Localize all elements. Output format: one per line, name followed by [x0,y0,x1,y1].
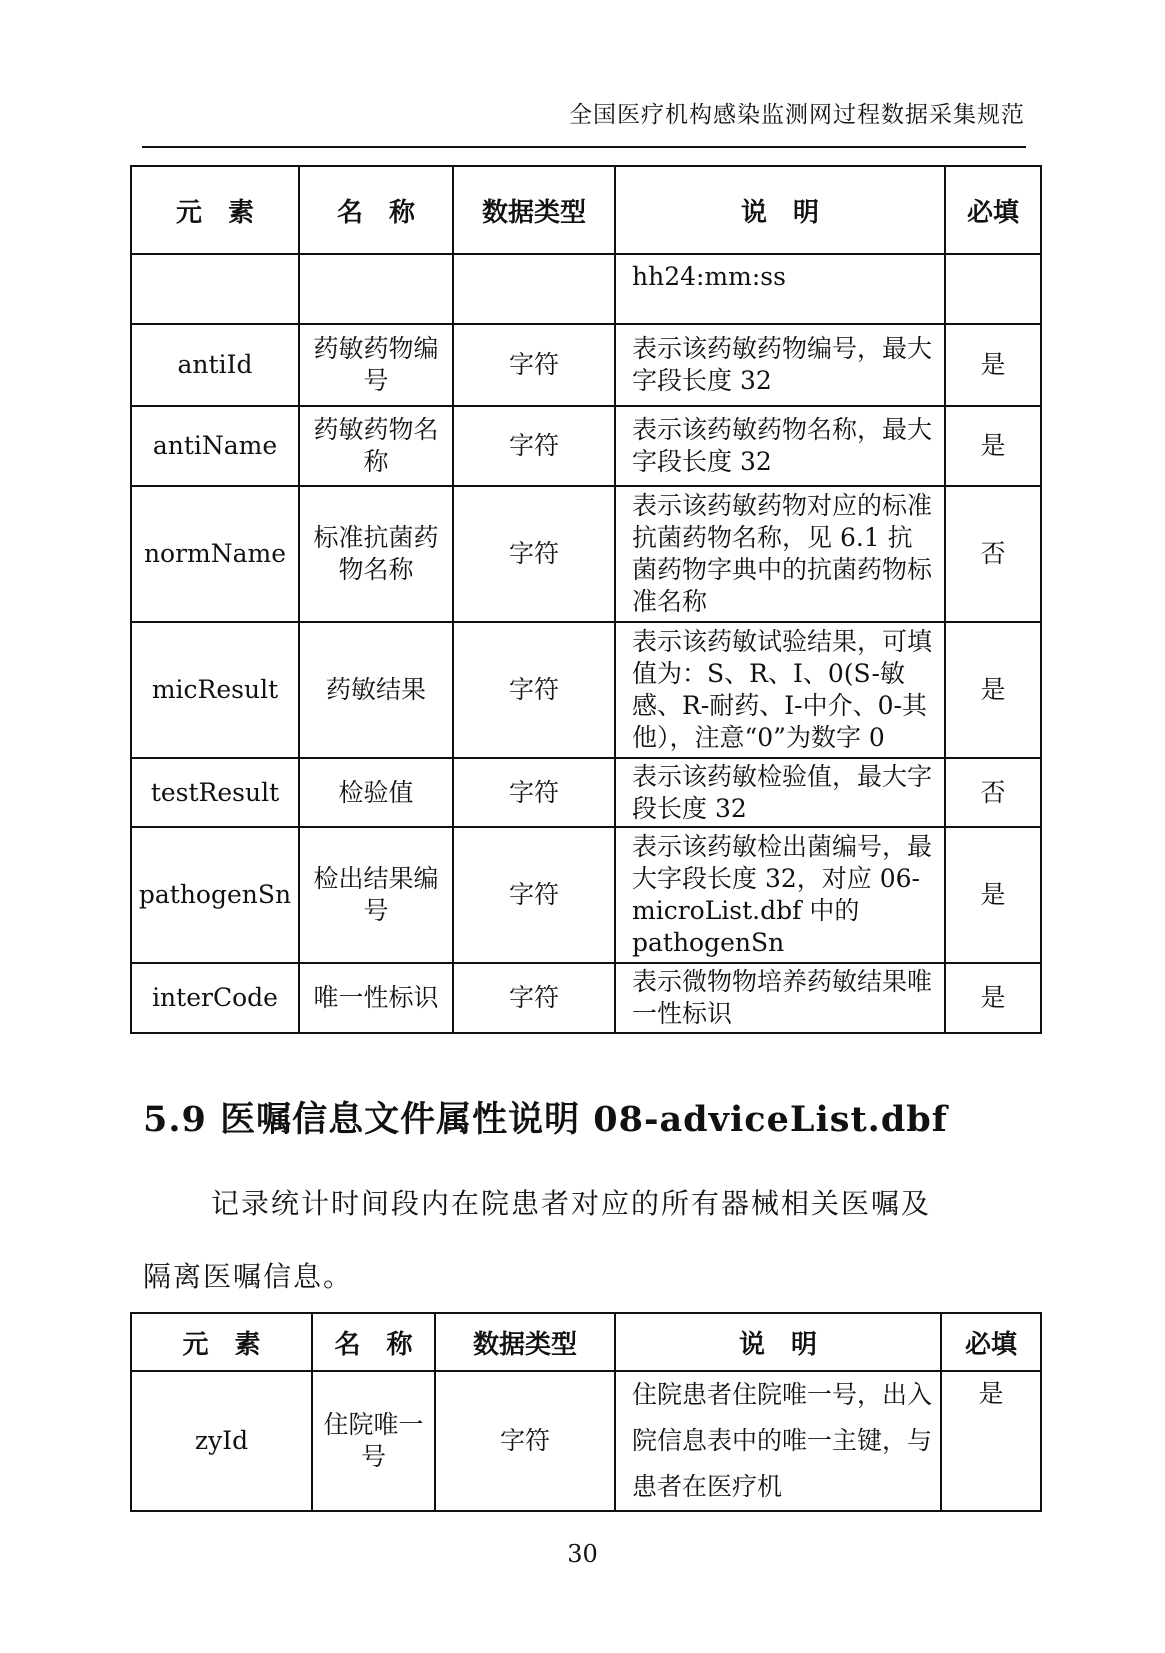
table-row [131,254,1041,324]
cell-name: 检出结果编号 [299,827,453,963]
cell-required: 是 [945,622,1041,758]
cell-type: 字符 [435,1371,615,1511]
cell-name: 药敏药物名称 [299,406,453,486]
cell-required: 否 [945,486,1041,622]
cell-element: pathogenSn [131,827,299,963]
cell-desc: 表示该药敏检验值，最大字段长度 32 [615,758,945,827]
section-heading: 5.9 医嘱信息文件属性说明 08-adviceList.dbf [143,1099,948,1140]
cell-required: 是 [941,1371,1041,1511]
cell-desc: 表示该药敏药物对应的标准抗菌药物名称，见 6.1 抗菌药物字典中的抗菌药物标准名称 [615,486,945,622]
cell-desc: 表示该药敏药物编号，最大字段长度 32 [615,324,945,406]
table-row [131,827,1041,963]
cell-element: zyId [131,1371,312,1511]
cell-element: interCode [131,963,299,1033]
cell-name: 唯一性标识 [299,963,453,1033]
col-header-desc: 说 明 [615,166,945,254]
cell-required: 是 [945,827,1041,963]
cell-type: 字符 [453,622,615,758]
cell-required: 是 [945,406,1041,486]
col-header-desc: 说 明 [615,1313,941,1371]
cell-type: 字符 [453,827,615,963]
cell-name: 检验值 [299,758,453,827]
col-header-name: 名 称 [312,1313,435,1371]
cell-required: 是 [945,324,1041,406]
table-header-row [131,1313,1041,1371]
advice-attribute-table [130,1312,1042,1512]
cell-desc: hh24:mm:ss [615,254,945,324]
table-row [131,963,1041,1033]
table-row [131,486,1041,622]
section-paragraph-line-1: 记录统计时间段内在院患者对应的所有器械相关医嘱及 [211,1187,932,1220]
cell-required: 是 [945,963,1041,1033]
cell-type: 字符 [453,406,615,486]
table-row [131,1371,1041,1511]
cell-name: 住院唯一号 [312,1371,435,1511]
cell-name: 药敏药物编号 [299,324,453,406]
cell-type: 字符 [453,486,615,622]
cell-element: normName [131,486,299,622]
col-header-required: 必填 [941,1313,1041,1371]
cell-element: antiId [131,324,299,406]
cell-required [945,254,1041,324]
cell-element: micResult [131,622,299,758]
cell-name: 药敏结果 [299,622,453,758]
section-paragraph-line-2: 隔离医嘱信息。 [143,1260,354,1293]
cell-type: 字符 [453,758,615,827]
cell-desc: 表示微物物培养药敏结果唯一性标识 [615,963,945,1033]
col-header-element: 元 素 [131,1313,312,1371]
cell-desc: 表示该药敏检出菌编号，最大字段长度 32，对应 06-microList.dbf 中的 pathogenSn [615,827,945,963]
cell-element: testResult [131,758,299,827]
cell-desc: 住院患者住院唯一号，出入院信息表中的唯一主键，与患者在医疗机 [615,1371,941,1511]
cell-type: 字符 [453,963,615,1033]
cell-element [131,254,299,324]
table-header-row [131,166,1041,254]
table-row [131,406,1041,486]
col-header-type: 数据类型 [435,1313,615,1371]
cell-element: antiName [131,406,299,486]
cell-type [453,254,615,324]
cell-type: 字符 [453,324,615,406]
cell-name [299,254,453,324]
header-divider [142,146,1026,148]
cell-desc: 表示该药敏试验结果，可填值为：S、R、I、0(S-敏感、R-耐药、I-中介、0-其他），注意“0”为数字 0 [615,622,945,758]
cell-required: 否 [945,758,1041,827]
col-header-element: 元 素 [131,166,299,254]
table-row [131,622,1041,758]
page-number: 30 [567,1540,598,1568]
cell-desc: 表示该药敏药物名称，最大字段长度 32 [615,406,945,486]
cell-name: 标准抗菌药物名称 [299,486,453,622]
col-header-required: 必填 [945,166,1041,254]
col-header-name: 名 称 [299,166,453,254]
attribute-table-continued [130,165,1042,1034]
table-row [131,324,1041,406]
table-row [131,758,1041,827]
running-header-title: 全国医疗机构感染监测网过程数据采集规范 [569,102,1025,128]
col-header-type: 数据类型 [453,166,615,254]
